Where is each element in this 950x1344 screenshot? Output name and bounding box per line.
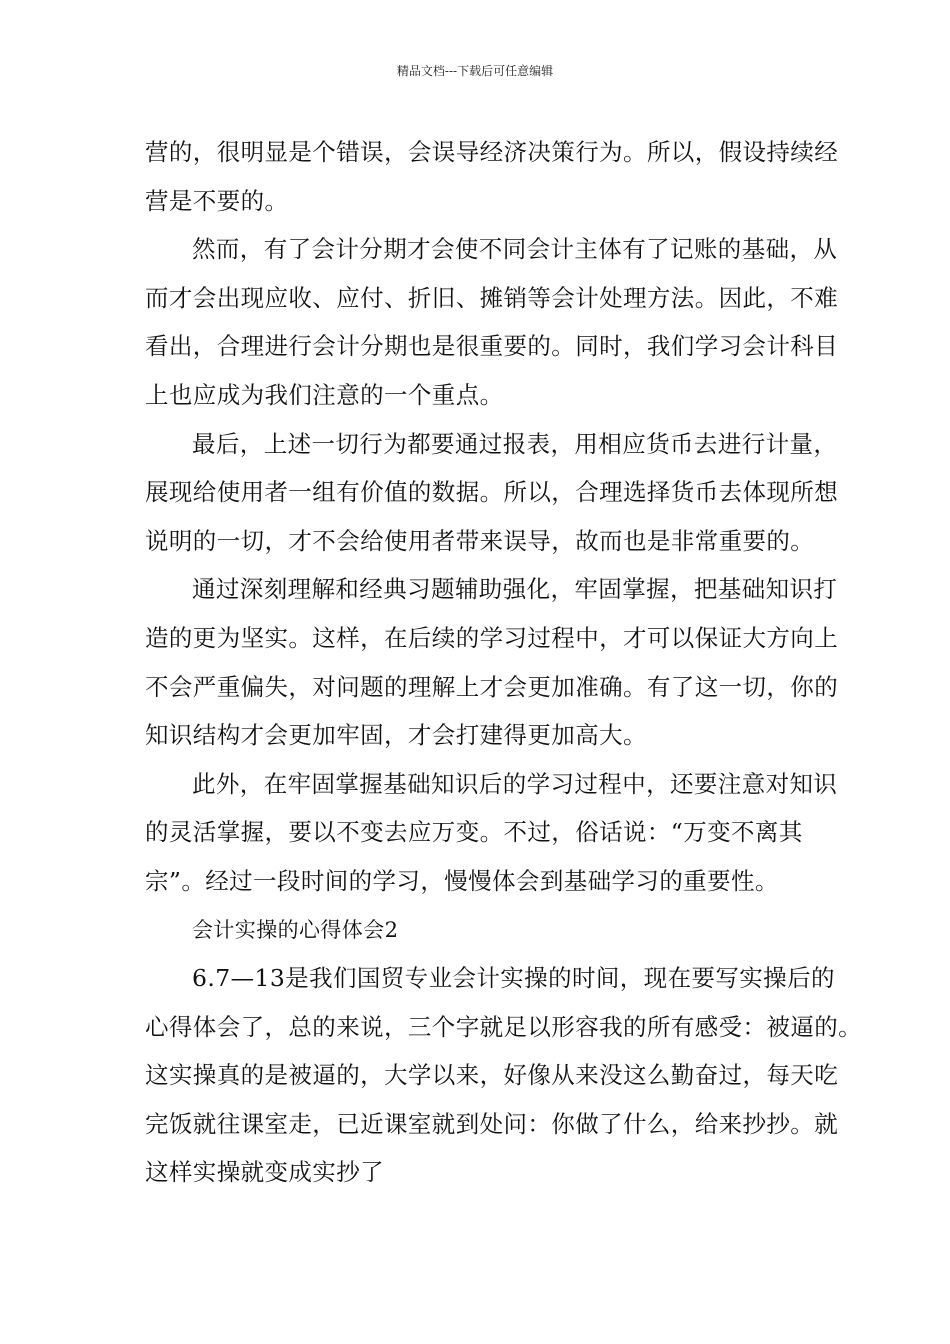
paragraph: [145, 128, 839, 225]
page-header: 精品文档---下载后可任意编辑: [396, 64, 554, 78]
text-line: 展现给使用者一组有价值的数据。所以，合理选择货币去体现所想: [145, 478, 839, 507]
text-line: 完饭就往课室走，已近课室就到处问：你做了什么，给来抄抄。就: [145, 1109, 839, 1138]
text-line: 而才会出现应收、应付、折旧、摊销等会计处理方法。因此，不难: [145, 283, 839, 312]
paragraph: [145, 420, 839, 566]
text-line: 最后，上述一切行为都要通过报表，用相应货币去进行计量，: [192, 429, 838, 458]
text-line: 上也应成为我们注意的一个重点。: [145, 380, 504, 409]
text-line: 营的，很明显是个错误，会误导经济决策行为。所以，假设持续经: [145, 138, 839, 166]
paragraph: [145, 225, 839, 419]
text-line: 看出，合理进行会计分期也是很重要的。同时，我们学习会计科目: [145, 332, 839, 361]
text-line: 6.7—13是我们国贸专业会计实操的时间，现在要写实操后的: [192, 964, 835, 993]
text-line: 宗”。经过一段时间的学习，慢慢体会到基础学习的重要性。: [145, 866, 779, 895]
paragraph: [145, 760, 838, 906]
text-line: 不会严重偏失，对问题的理解上才会更加准确。有了这一切，你的: [145, 672, 839, 701]
text-line: 说明的一切，才不会给使用者带来误导，故而也是非常重要的。: [145, 526, 815, 555]
document-body: [145, 128, 862, 1197]
text-line: 这实操真的是被逼的，大学以来，好像从来没这么勤奋过，每天吃: [145, 1061, 839, 1090]
section-heading: [145, 906, 810, 955]
text-line: 的灵活掌握，要以不变去应万变。不过，俗话说：“万变不离其: [145, 818, 803, 847]
text-line: 这样实操就变成实抄了: [145, 1158, 384, 1187]
text-line: 知识结构才会更加牢固，才会打建得更加高大。: [145, 721, 647, 750]
section-heading-text: 会计实操的心得体会2: [192, 917, 399, 942]
text-line: 营是不要的。: [145, 186, 289, 215]
text-line: 通过深刻理解和经典习题辅助强化，牢固掌握，把基础知识打: [192, 575, 838, 604]
text-line: 此外，在牢固掌握基础知识后的学习过程中，还要注意对知识: [192, 769, 838, 798]
paragraph: [145, 565, 839, 759]
text-line: 心得体会了，总的来说，三个字就足以形容我的所有感受：被逼的。: [145, 1012, 862, 1041]
text-line: 然而，有了会计分期才会使不同会计主体有了记账的基础，从: [192, 235, 838, 264]
text-line: 造的更为坚实。这样，在后续的学习过程中，才可以保证大方向上: [145, 623, 839, 652]
paragraph: [145, 954, 862, 1197]
